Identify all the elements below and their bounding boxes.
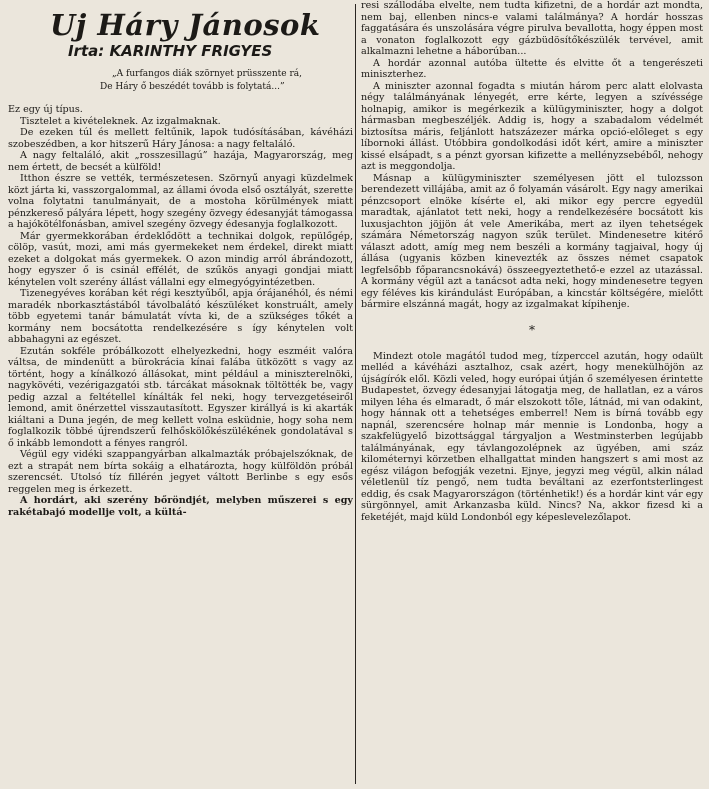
paragraph: Már gyermekkorában érdeklődött a technikai dolgok, repülőgép, cölöp, vasút, mozi, ami más gyermekeket nem érdekel, direkt miatt ezeket a dolgokat más gyermekek. O azon mindig arról ábrándozott, hogy egyszer ő is csinál effélét, de szűkös anyagi gondjai miatt kénytelen volt szerény állást vállalni egy elmegyógyintézetben. [8,230,353,288]
paragraph: resi szállodába elvelte, nem tudta kifizetni, de a hordár azt mondta, nem baj, ellenben nincs-e valami találmánya? A hordár hosszas faggatására és unszolására végre pirulva bevallotta, hogy éppen most a vonaton foglalkozott egy gázbüdösítőkészülék tervével, amit alkalmazni lehetne a háborúban... [361,0,703,57]
article-title: Uj Háry Jánosok [50,8,321,42]
left-column [8,0,353,789]
paragraph: Tisztelet a kivételeknek. Az izgalmaknak. [20,115,221,127]
right-column [361,0,703,789]
paragraph: Végül egy vidéki szappangyárban alkalmazták próbajelszóknak, de ezt a strapát nem bírta sokáig a elhatározta, hogy külföldön próbál szerencsét. Utolsó tíz fillérén jegyet váltott Berlinbe s egy esős reggelen meg is érkezett. [8,449,353,495]
motto [8,68,353,94]
article-byline: Irta: KARINTHY FRIGYES [68,42,273,60]
section-separator: * [529,322,535,337]
motto-line: „A furfangos diák szörnyet prüsszente rá, [112,69,302,79]
paragraph: A miniszter azonnal fogadta s miután három perc alatt elolvasta négy találmányának lényegét, erre kérte, legyen a szívéssége holnapig, amikor is megérkezik a külügyminiszter, hogy a dolgot hármasban megbeszéljék. Addig is, hogy a szabadalom védelmét biztosítsa máris, feljánlott hatszázezer márka opció-előleget s egy líbornoki állást. Utóbbira gondolkodási időt kért, amire a miniszter kissé elsápadt, s a pénzt gyorsan kifizette a mellényzsebéből, nehogy azt is meggondolja. [361,80,703,172]
paragraph: Mindezt otole magától tudod meg, tízperccel azután, hogy odaült melléd a kávéházi asztalhoz, csak azért, hogy menekülhöjön az újságírók elől. Közli veled, hogy európai útján ő személyesen érintette Budapestet, özvegy édesanyjai látogatja meg, de hallatlan, ez a város milyen léha és elmaradt, ő már elszokott tőle, látnád, mi van odakint, hogy hánnak ott a tehetséges emberrel! Nem is bírná tovább egy napnál, szerencsére holnap már mennie is Londonba, hogy a szakfelügyelő bizottsággal tárgyaljon a Westminsterben legújabb találmányának, egy távlangozolépnek az ügyében, ami száz kilométernyi körzetben elhallgattat minden hangszert s ami most az egész világon befogják vezetni. Ejnye, jegyzi meg végül, alkin nálad véletlenül tíz pengő, nem tudta beváltani az ezerfontsterlingest eddig, és csak Magyarországon (történhetik!) és a hordár kint vár egy sürgönnyel, amit Arkanzasba küld. Nincs? Na, akkor fizesd ki a feketéjét, majd küld Londonból egy képeslevelezőlapot. [361,350,703,523]
column-rule [355,4,356,784]
paragraph: Ez egy új típus. [8,104,83,115]
paragraph: A hordár azonnal autóba ültette és elvitte őt a tengerészeti miniszterhez. [361,57,703,80]
paragraph: De ezeken túl és mellett feltűnik, lapok tudósításában, kávéházi szobeszédben, a kor hitszerű Háry Jánosa: a nagy feltaláló. [8,127,353,150]
paragraph: Ezután sokféle próbálkozott elhelyezkedni, hogy eszméit valóra váltsa, de mindenütt a bürokrácia kínai falába ütközött s vagy az történt, hogy a kínálkozó állásokat, mint például a miniszterelnöki, nagykövéti, vezérigazgatói stb. tárcákat másoknak töltötték be, vagy pedig azzal a feltétellel kínálták fel neki, hogy tervezgetéseiről lemond, amit önérzettel visszautasított. Egyszer királlyá is ki akarták kiáltani a Duna jegén, de meg kellett volna esküdnie, hogy soha nem foglalkozik többé újrendszerű felhőskölőkészülékének gondolatával s ő inkább lemondott a fényes rangról. [8,345,353,449]
paragraph: A hordárt, aki szerény bőröndjét, melyben műszerei s egy rakétabajó modellje volt, a kültá- [8,495,353,518]
paragraph: Másnap a külügyminiszter személyesen jött el tulozsson berendezett villájába, amit az ő folyamán vásárolt. Egy nagy amerikai pénzcsoport elnöke kísérte el, aki mikor egy percre egyedül maradtak, ajánlatot tett neki, hogy a rendelkezésére bocsátott kis luxusjachton jöjjön át vele Amerikába, mert az ilyen tehetségek számára Németország nagyon szűk terület. Mindenesetre kitérő választ adott, amíg meg nem beszéli a kormány tagjaival, hogy új állása (ugyanis közben kinevezték az összes német csapatok legfelsőbb főparancsnokává) összeegyeztethető-e ezzel az utazással. A kormány végül azt a tanácsot adta neki, hogy mindenesetre tegyen egy féléves kis kirándulást Európában, a kincstár költségére, mielőtt bármire elszánná magát, hogy az izgalmakat kípihenje. [361,172,703,310]
paragraph: A nagy feltaláló, akit „rosszesillagú” hazája, Magyarország, meg nem értett, de becsét a külföld! [8,150,353,173]
motto-line: De Háry ő beszédét tovább is folytatá...” [100,82,285,92]
paragraph: Tizenegyéves korában két régi kesztyűből, apja órájanéhól, és némi maradék nborkasztástából távolbalátó készüléket konstruált, amely több egyetemi tanár bámulatát vívta ki, de a szükséges tőkét a kormány nem bocsátotta rendelkezésére s így kénytelen volt abbahagyni az egészet. [8,288,353,345]
paragraph: Itthon észre se vették, természetesen. Szörnyű anyagi küzdelmek közt járta ki, vasszorgalommal, az állami óvoda első osztályát, szerette volna folytatni tanulmányait, de a mostoha körülmények miatt pénzkereső pályára lépett, hogy szegény özvegy édesanyját támogassa a hajókötélfonásban, amivel szegény özvegy édesanyja foglalkozott. [8,173,353,230]
